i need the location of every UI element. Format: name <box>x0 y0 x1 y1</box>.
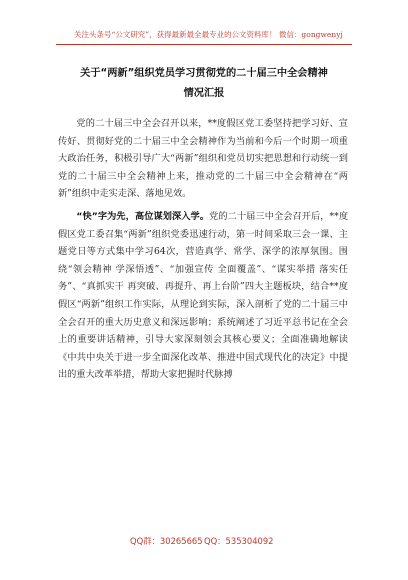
title-line-1: 关于“两新”组织党员学习贯彻党的二十届三中全会精神 <box>80 68 328 79</box>
paragraph-2-lead: “快”字为先，高位谋划深入学。 <box>76 210 210 222</box>
header-divider <box>56 44 352 45</box>
paragraph-2-body: 党的二十届三中全会召开后，**度假区党工委召集“两新”组织党委迅速行动，第一时间采取三会一课、主题党日等方式集中学习64次，营造真学、常学、深学的浓厚氛围。围绕“领会精神 学深悟透”、“加强宣传 全面覆盖”、“谋实举措 落实任务”、“真抓实干 再突破、再提升、再上台阶”四大主题板块，结合**度假区“两新”组织工作实际，从理论到实际，深入剖析了党的二十届三中全会召开的重大历史意义和深远影响；系统阐述了习近平总书记在全会上的重要讲话精神，引导大家深刻领会其核心要义；全面准确地解读《中共中央关于进一步全面深化改革、推进中国式现代化的决定》中提出的重大改革举措，帮助大家把握时代脉搏 <box>58 210 349 381</box>
header-banner: 关注头条号“公文研究”，获得最新最全最专业的公文资料库！ 微信：gongwenyj <box>74 30 343 39</box>
footer-qq-contact: QQ：535304092 <box>204 536 274 546</box>
footer <box>56 535 352 549</box>
title-line-2: 情况汇报 <box>183 88 225 99</box>
document-body <box>58 115 348 384</box>
paragraph-2 <box>58 208 348 384</box>
paragraph-1: 党的二十届三中全会召开以来，**度假区党工委坚持把学习好、宣传好、贯彻好党的二十届三中全会精神作为当前和今后一个时期一项重大政治任务，积极引导广大“两新”组织和党员切实把思想和行动统一到党的二十届三中全会精神上来，推动党的二十届三中全会精神在“两新”组织中走实走深、落地见效。 <box>58 118 348 200</box>
footer-qq-group: QQ群：30265665 <box>130 536 203 546</box>
document-title <box>56 64 352 104</box>
